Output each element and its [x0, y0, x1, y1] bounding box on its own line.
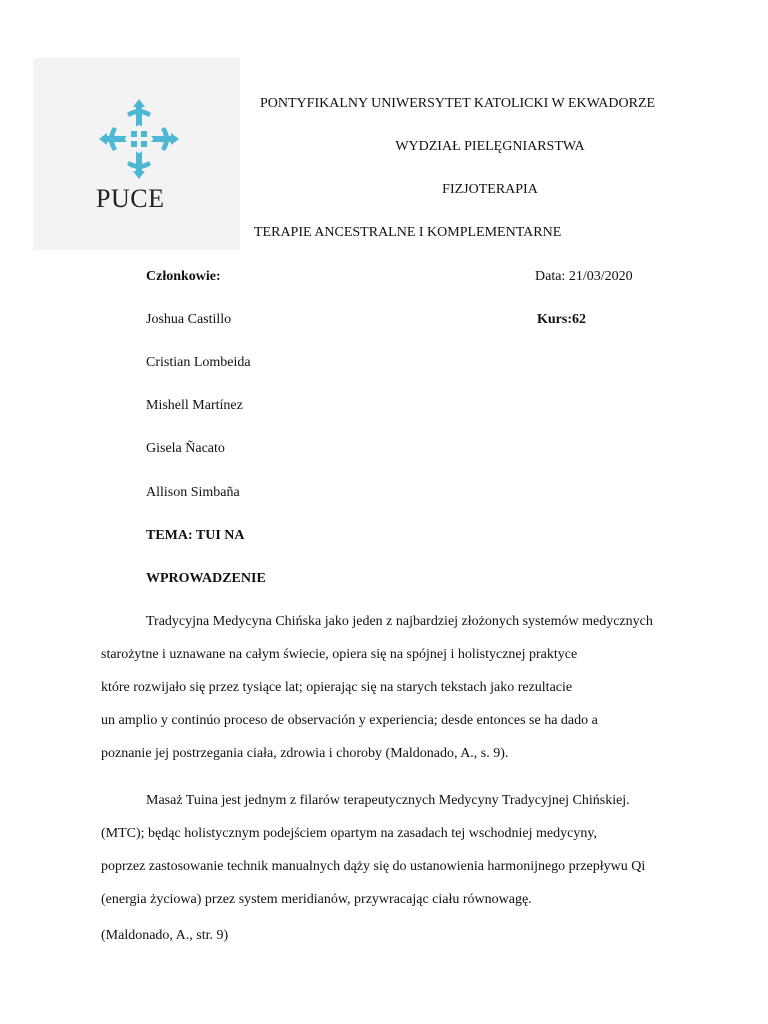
- member-name: Mishell Martínez: [146, 398, 243, 413]
- paragraph-line: poznanie jej postrzegania ciała, zdrowia i choroby (Maldonado, A., s. 9).: [101, 746, 509, 761]
- paragraph-line: un amplio y continúo proceso de observación y experiencia; desde entonces se ha dado a: [101, 713, 598, 728]
- intro-paragraph-2: [101, 784, 701, 916]
- university-name: PONTYFIKALNY UNIWERSYTET KATOLICKI W EKWADORZE: [260, 96, 656, 111]
- paragraph-line: starożytne i uznawane na całym świecie, opiera się na spójnej i holistycznej praktyce: [101, 647, 578, 662]
- faculty-name: WYDZIAŁ PIELĘGNIARSTWA: [395, 139, 585, 154]
- member-name: Cristian Lombeida: [146, 355, 251, 370]
- member-name: Gisela Ñacato: [146, 441, 225, 456]
- members-label: Członkowie:: [146, 269, 221, 284]
- subject-name: TERAPIE ANCESTRALNE I KOMPLEMENTARNE: [254, 225, 562, 240]
- paragraph-line: (MTC); będąc holistycznym podejściem opartym na zasadach tej wschodniej medycyny,: [101, 826, 597, 841]
- paragraph-line: które rozwijało się przez tysiące lat; opierając się na starych tekstach jako rezultacie: [101, 680, 573, 695]
- document-date: Data: 21/03/2020: [535, 269, 633, 284]
- puce-cross-icon: [93, 93, 185, 185]
- member-name: Allison Simbaña: [146, 485, 240, 500]
- intro-paragraph-1: [101, 605, 701, 770]
- program-name: FIZJOTERAPIA: [442, 182, 538, 197]
- paragraph-line: Masaż Tuina jest jednym z filarów terapeutycznych Medycyny Tradycyjnej Chińskiej.: [146, 793, 630, 808]
- intro-heading: WPROWADZENIE: [146, 571, 266, 586]
- member-name: Joshua Castillo: [146, 312, 232, 327]
- logo-text: PUCE: [96, 184, 165, 213]
- paragraph-line: Tradycyjna Medycyna Chińska jako jeden z najbardziej złożonych systemów medycznych: [146, 614, 653, 629]
- university-logo: [33, 58, 240, 250]
- citation: (Maldonado, A., str. 9): [101, 928, 229, 943]
- paragraph-line: (energia życiowa) przez system meridianów, przywracając ciału równowagę.: [101, 892, 532, 907]
- paragraph-line: poprzez zastosowanie technik manualnych dąży się do ustanowienia harmonijnego przepływu Qi: [101, 859, 646, 874]
- topic-heading: TEMA: TUI NA: [146, 528, 245, 543]
- course-number: Kurs:62: [537, 312, 586, 327]
